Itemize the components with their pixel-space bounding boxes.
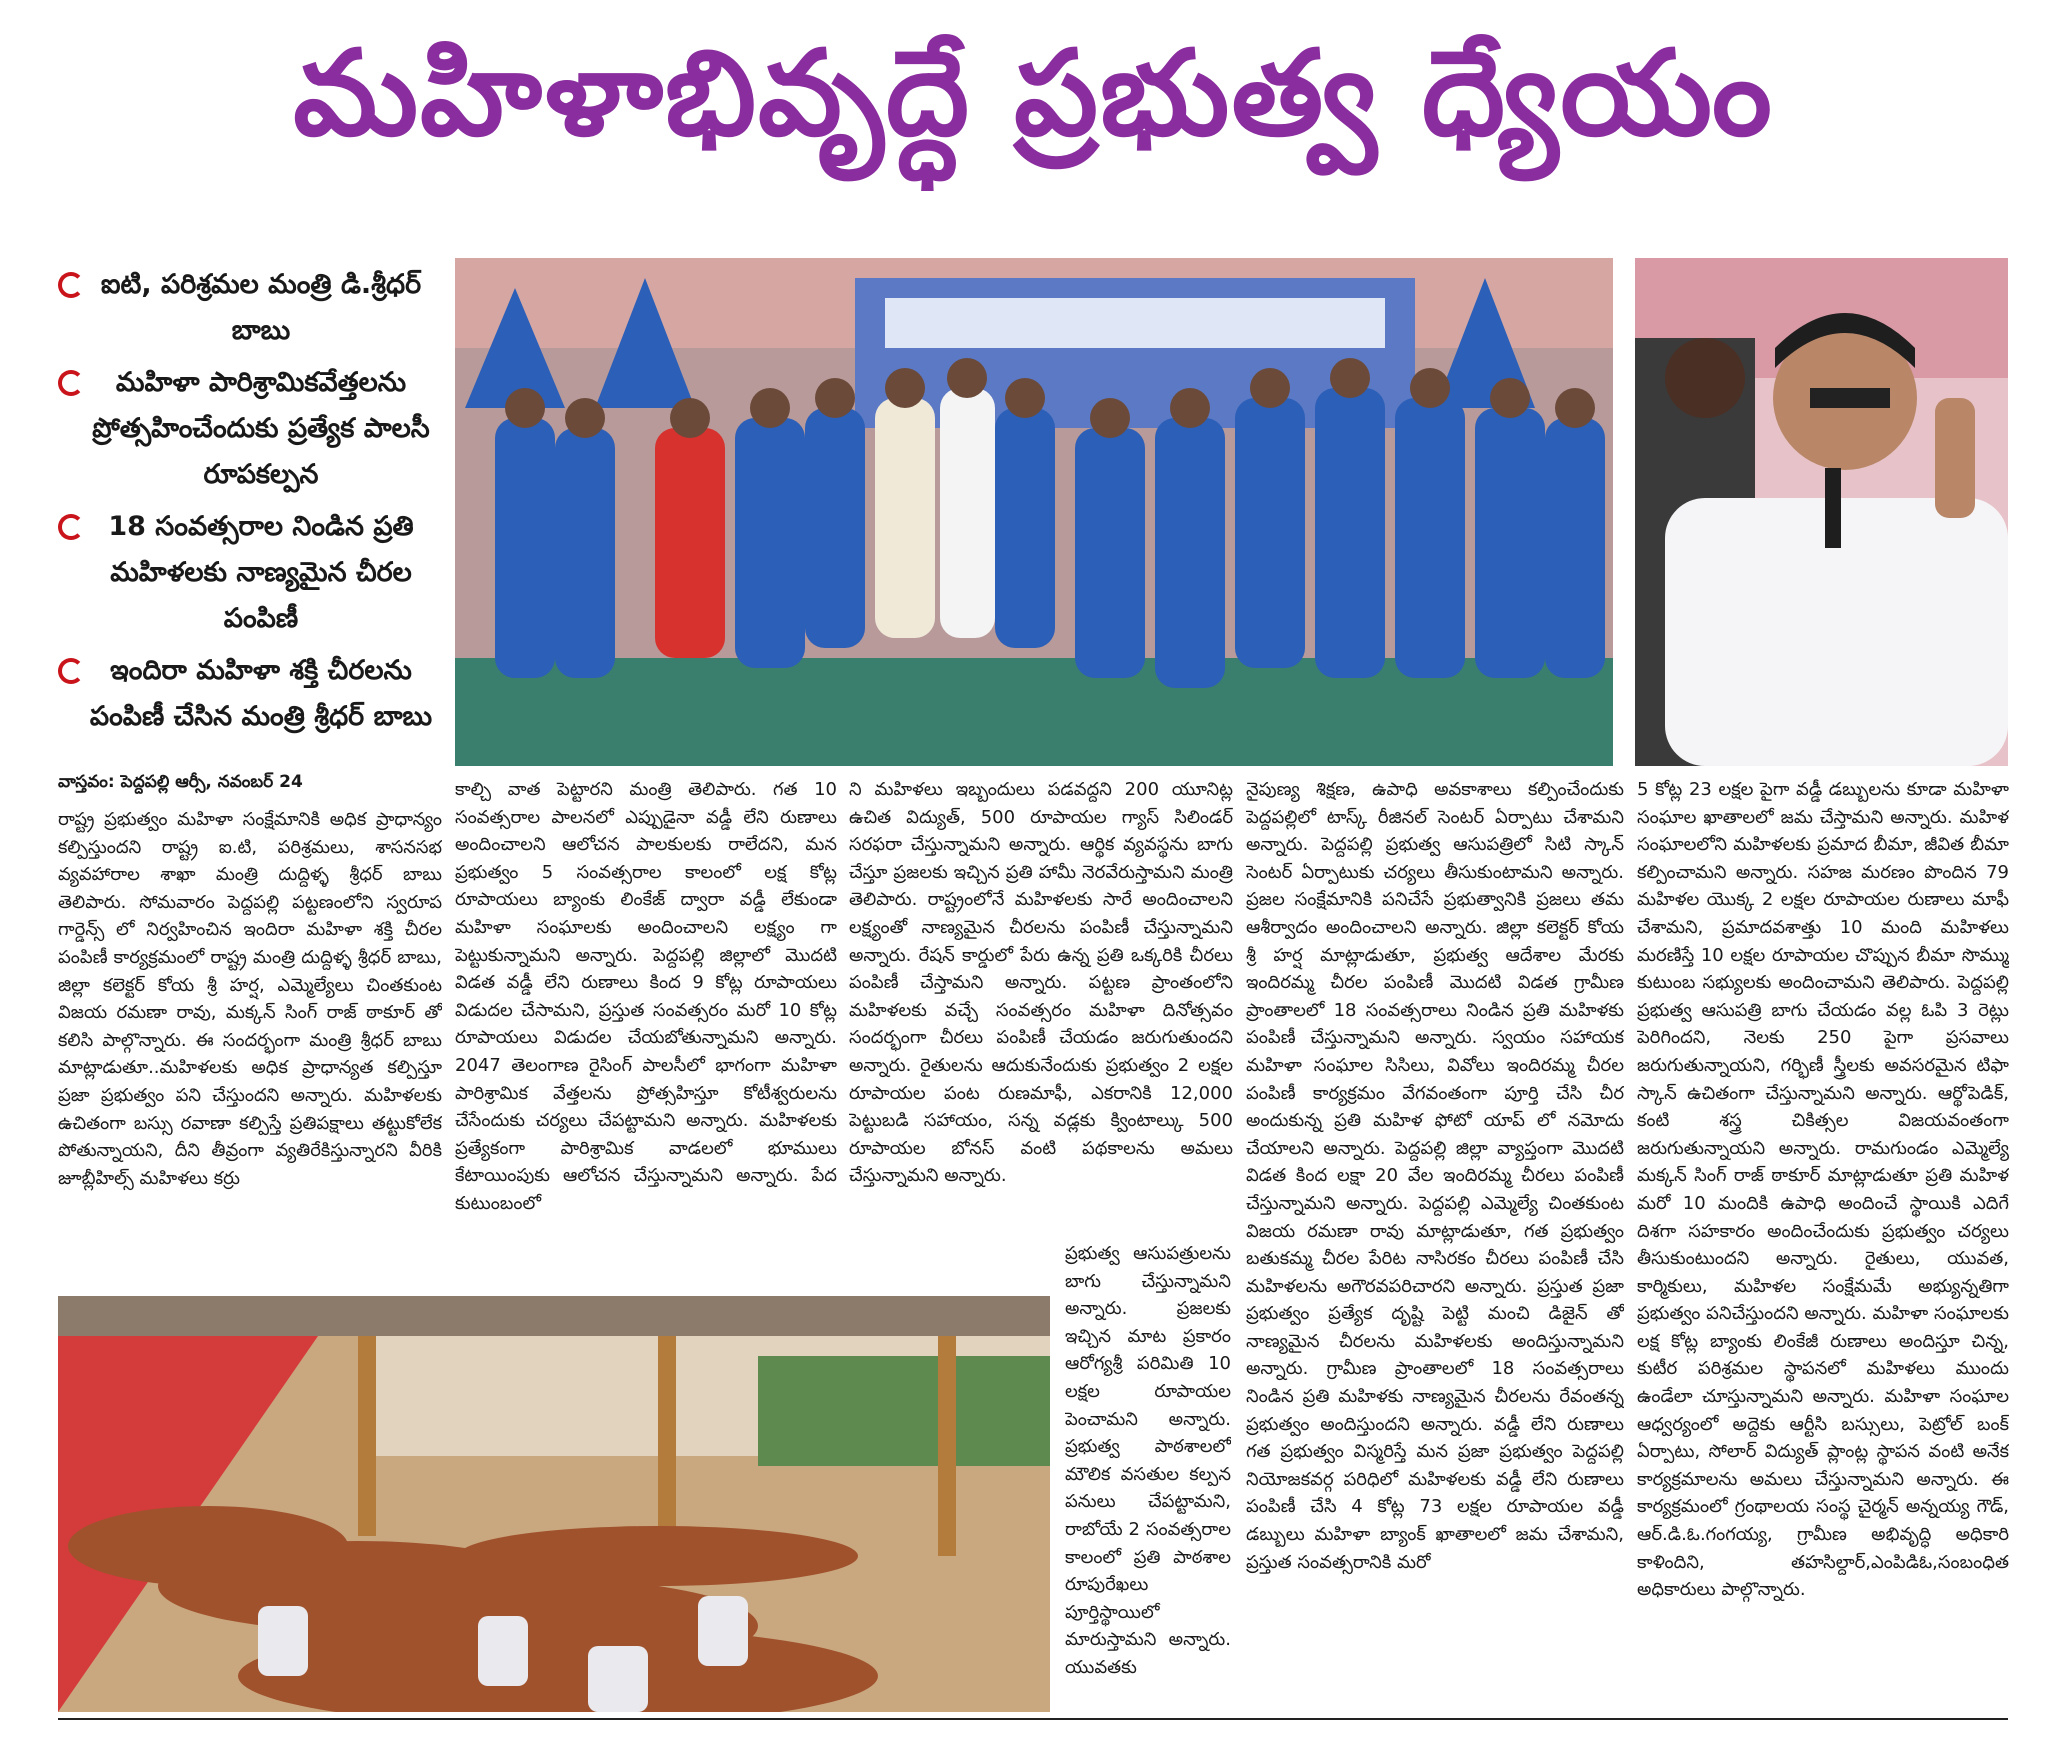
bullet-icon (58, 272, 84, 298)
highlight-text: మహిళా పారిశ్రామికవేత్తలను ప్రోత్సహించేందుకు ప్రత్యేక పాలసీ రూపకల్పన (92, 367, 430, 490)
highlight-text: ఇందిరా మహిళా శక్తి చీరలను పంపిణీ చేసిన మంత్రి శ్రీధర్ బాబు (89, 655, 433, 732)
article-column-3-continuation: ప్రభుత్వ ఆసుపత్రులను బాగు చేస్తున్నామని అన్నారు. ప్రజలకు ఇచ్చిన మాట ప్రకారం ఆరోగ్యశ్రీ పరిమితి 10 లక్షల రూపాయల పెంచామని అన్నారు. ప్రభుత్వ పాఠశాలలో మౌలిక వసతుల కల్పన పనులు చేపట్టామని, రాబోయే 2 సంవత్సరాల కాలంలో ప్రతి పాఠశాల రూపురేఖలు పూర్తిస్థాయిలో మారుస్తామని అన్నారు. యువతకు (1065, 1243, 1231, 1678)
article-column-2: కాల్చి వాత పెట్టారని మంత్రి తెలిపారు. గత 10 సంవత్సరాల పాలనలో ఎప్పుడైనా వడ్డీ లేని రుణాలు అందించాలని ఆలోచన పాలకులకు రాలేదని, మన ప్రభుత్వం 5 సంవత్సరాల కాలంలో లక్ష కోట్ల రూపాయలు బ్యాంకు లింకేజ్ ద్వారా వడ్డీ లేకుండా మహిళా సంఘాలకు అందించాలని లక్ష్యం గా పెట్టుకున్నామని అన్నారు. పెద్దపల్లి జిల్లాలో మొదటి విడత వడ్డీ లేని రుణాలు కింద 9 కోట్ల రూపాయలు విడుదల చేసామని, ప్రస్తుత సంవత్సరం మరో 10 కోట్ల రూపాయలు విడుదల చేయబోతున్నామని అన్నారు. 2047 తెలంగాణ రైసింగ్ పాలసీలో భాగంగా మహిళా పారిశ్రామిక వేత్తలను ప్రోత్సహిస్తూ కోటీశ్వరులను చేసేందుకు చర్యలు చేపట్టామని అన్నారు. మహిళలకు ప్రత్యేకంగా పారిశ్రామిక వాడలలో భూములు కేటాయింపుకు ఆలోచన చేస్తున్నామని అన్నారు. పేద కుటుంబంలో (455, 779, 837, 1214)
article-column-1: రాష్ట్ర ప్రభుత్వం మహిళా సంక్షేమానికి అధిక ప్రాధాన్యం కల్పిస్తుందని రాష్ట్ర ఐ.టి, పరిశ్రమలు, శాసనసభ వ్యవహారాల శాఖా మంత్రి దుద్దిళ్ళ శ్రీధర్ బాబు తెలిపారు. సోమవారం పెద్దపల్లి పట్టణంలోని స్వరూప గార్డెన్స్ లో నిర్వహించిన ఇందిరా మహిళా శక్తి చీరల పంపిణీ కార్యక్రమంలో రాష్ట్ర మంత్రి దుద్దిళ్ళ శ్రీధర్ బాబు, జిల్లా కలెక్టర్ కోయ శ్రీ హర్ష, ఎమ్మెల్యేలు చింతకుంట విజయ రమణా రావు, మక్కన్ సింగ్ రాజ్ ఠాకూర్ తో కలిసి పాల్గొన్నారు. ఈ సందర్భంగా మంత్రి శ్రీధర్ బాబు మాట్లాడుతూ..మహిళలకు అధిక ప్రాధాన్యత కల్పిస్తూ ప్రజా ప్రభుత్వం పని చేస్తుందని అన్నారు. మహిళలకు ఉచితంగా బస్సు రవాణా కల్పిస్తే ప్రతిపక్షాలు తట్టుకోలేక పోతున్నాయని, దీని తీవ్రంగా వ్యతిరేకిస్తున్నారని వీరికి జూబ్లీహిల్స్ మహిళలు కర్రు (58, 809, 442, 1189)
bottom-rule (58, 1718, 2008, 1720)
highlight-item (58, 360, 438, 498)
article-column-3: ని మహిళలు ఇబ్బందులు పడవద్దని 200 యూనిట్ల ఉచిత విద్యుత్, 500 రూపాయల గ్యాస్ సిలిండర్ సరఫరా చేస్తున్నామని అన్నారు. ఆర్థిక వ్యవస్థను బాగు చేస్తూ ప్రజలకు ఇచ్చిన ప్రతి హామీ నెరవేరుస్తామని మంత్రి తెలిపారు. రాష్ట్రంలోనే మహిళలకు సారే అందించాలని లక్ష్యంతో నాణ్యమైన చీరలను పంపిణీ చేస్తున్నామని అన్నారు. రేషన్ కార్డులో పేరు ఉన్న ప్రతి ఒక్కరికి చీరలు పంపిణీ చేస్తామని అన్నారు. పట్టణ ప్రాంతంలోని మహిళలకు వచ్చే సంవత్సరం మహిళా దినోత్సవం సందర్భంగా చీరలు పంపిణీ చేయడం జరుగుతుందని అన్నారు. రైతులను ఆదుకునేందుకు ప్రభుత్వం 2 లక్షల రూపాయల పంట రుణమాఫీ, ఎకరానికి 12,000 పెట్టుబడి సహాయం, సన్న వడ్లకు క్వింటాల్కు 500 రూపాయల బోనస్ వంటి పథకాలను అమలు చేస్తున్నామని అన్నారు. (849, 779, 1233, 1187)
headline: మహిళాభివృద్ధే ప్రభుత్వ ధ్యేయం (293, 24, 1774, 162)
minister-speaking-photo (1635, 258, 2008, 766)
bullet-icon (58, 370, 84, 396)
dateline: వాస్తవం: పెద్దపల్లి ఆర్సీ, నవంబర్ 24 (58, 772, 303, 792)
highlights-box (58, 262, 438, 746)
article-column-4: నైపుణ్య శిక్షణ, ఉపాధి అవకాశాలు కల్పించేందుకు పెద్దపల్లిలో టాస్క్ రీజినల్ సెంటర్ ఏర్పాటు చేశామని అన్నారు. పెద్దపల్లి ప్రభుత్వ ఆసుపత్రిలో సిటి స్కాన్ సెంటర్ ఏర్పాటుకు చర్యలు తీసుకుంటామని అన్నారు. ప్రజల సంక్షేమానికి పనిచేసే ప్రభుత్వానికి ప్రజలు తమ ఆశీర్వాదం అందించాలని అన్నారు. జిల్లా కలెక్టర్ కోయ శ్రీ హర్ష మాట్లాడుతూ, ప్రభుత్వ ఆదేశాల మేరకు ఇందిరమ్మ చీరల పంపిణీ మొదటి విడత గ్రామీణ ప్రాంతాలలో 18 సంవత్సరాలు నిండిన ప్రతి మహిళకు పంపిణీ చేస్తున్నామని అన్నారు. స్వయం సహాయక మహిళా సంఘాల సిసిలు, వివోలు ఇందిరమ్మ చీరల పంపిణీ కార్యక్రమం వేగవంతంగా పూర్తి చేసి చీర అందుకున్న ప్రతి మహిళ ఫోటో యాప్ లో నమోదు చేయాలని అన్నారు. పెద్దపల్లి జిల్లా వ్యాప్తంగా మొదటి విడత కింద లక్షా 20 వేల ఇందిరమ్మ చీరలు పంపిణీ చేస్తున్నామని అన్నారు. పెద్దపల్లి ఎమ్మెల్యే చింతకుంట విజయ రమణా రావు మాట్లాడుతూ, గత ప్రభుత్వం బతుకమ్మ చీరల పేరిట నాసిరకం చీరలు పంపిణీ చేసి మహిళలను అగౌరవపరిచారని అన్నారు. ప్రస్తుత ప్రజా ప్రభుత్వం ప్రత్యేక దృష్టి పెట్టి మంచి డిజైన్ తో నాణ్యమైన చీరలను మహిళలకు అందిస్తున్నామని అన్నారు. గ్రామీణ ప్రాంతాలలో 18 సంవత్సరాలు నిండిన ప్రతి మహిళకు నాణ్యమైన చీరలను రేవంతన్న ప్రభుత్వం అందిస్తుందని అన్నారు. వడ్డీ లేని రుణాలు గత ప్రభుత్వం విస్మరిస్తే మన ప్రజా ప్రభుత్వం పెద్దపల్లి నియోజకవర్గ పరిధిలో మహిళలకు వడ్డీ లేని రుణాలు పంపిణీ చేసి 4 కోట్ల 73 లక్షల రూపాయల వడ్డీ డబ్బులు మహిళా బ్యాంక్ ఖాతాలలో జమ చేశామని, ప్రస్తుత సంవత్సరానికి మరో (1246, 779, 1624, 1573)
bullet-icon (58, 514, 84, 540)
highlight-text: ఐటి, పరిశ్రమల మంత్రి డి.శ్రీధర్ బాబు (100, 269, 422, 346)
highlight-item (58, 648, 438, 740)
highlight-item (58, 262, 438, 354)
highlight-item (58, 504, 438, 642)
article-column-5: 5 కోట్ల 23 లక్షల పైగా వడ్డీ డబ్బులను కూడా మహిళా సంఘాల ఖాతాలలో జమ చేస్తామని అన్నారు. మహిళ సంఘాలలోని మహిళలకు ప్రమాద బీమా, జీవిత బీమా కల్పించామని అన్నారు. సహజ మరణం పొందిన 79 మహిళల యొక్క 2 లక్షల రూపాయల రుణాలు మాఫీ చేశామని, ప్రమాదవశాత్తు 10 మంది మహిళలు మరణిస్తే 10 లక్షల రూపాయల చొప్పున బీమా సొమ్ము కుటుంబ సభ్యులకు అందించామని తెలిపారు. పెద్దపల్లి ప్రభుత్వ ఆసుపత్రి బాగు చేయడం వల్ల ఓపి 3 రెట్లు పెరిగిందని, నెలకు 250 పైగా ప్రసవాలు జరుగుతున్నాయని, గర్భిణీ స్త్రీలకు అవసరమైన టిఫా స్కాన్ ఉచితంగా చేస్తున్నామని అన్నారు. ఆర్థోపెడిక్, కంటి శస్త్ర చికిత్సల విజయవంతంగా జరుగుతున్నాయని అన్నారు. రామగుండం ఎమ్మెల్యే మక్కన్ సింగ్ రాజ్ ఠాకూర్ మాట్లాడుతూ ప్రతి మహిళ మరో 10 మందికి ఉపాధి అందించే స్థాయికి ఎదిగే దిశగా సహకారం అందించేందుకు ప్రభుత్వం చర్యలు తీసుకుంటుందని అన్నారు. రైతులు, యువత, కార్మికులు, మహిళల సంక్షేమమే అభ్యున్నతిగా ప్రభుత్వం పనిచేస్తుందని అన్నారు. మహిళా సంఘాలకు లక్ష కోట్ల బ్యాంకు లింకేజీ రుణాలు అందిస్తూ చిన్న, కుటీర పరిశ్రమల స్థాపనలో మహిళలు ముందు ఉండేలా చూస్తున్నామని అన్నారు. మహిళా సంఘాల ఆధ్వర్యంలో అద్దెకు ఆర్టీసి బస్సులు, పెట్రోల్ బంక్ ఏర్పాటు, సోలార్ విద్యుత్ ప్లాంట్ల స్థాపన వంటి అనేక కార్యక్రమాలను అమలు చేస్తున్నామని అన్నారు. ఈ కార్యక్రమంలో గ్రంథాలయ సంస్థ చైర్మన్ అన్నయ్య గౌడ్, ఆర్.డి.ఓ.గంగయ్య, గ్రామీణ అభివృద్ధి అధికారి కాళిందిని, తహసిల్దార్,ఎంపిడిఓ,సంబంధిత అధికారులు పాల్గొన్నారు. (1637, 779, 2009, 1601)
audience-photo (58, 1296, 1050, 1712)
group-photo (455, 258, 1613, 766)
highlight-text: 18 సంవత్సరాల నిండిన ప్రతి మహిళలకు నాణ్యమైన చీరల పంపిణీ (108, 511, 414, 634)
bullet-icon (58, 658, 84, 684)
